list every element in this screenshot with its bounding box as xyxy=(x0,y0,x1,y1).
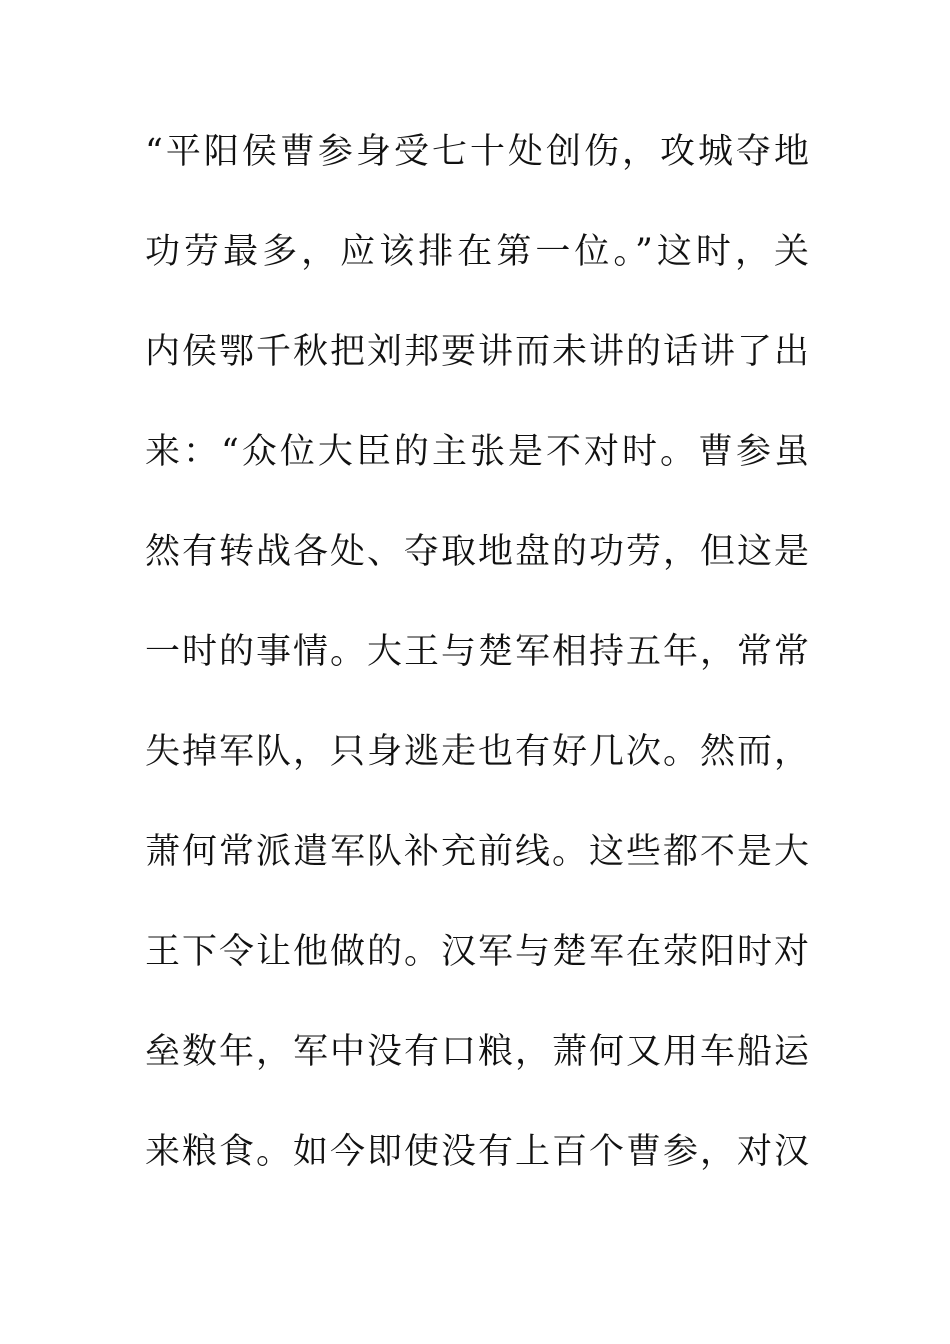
body-text xyxy=(145,126,809,1226)
text-line: 萧何常派遣军队补充前线。这些都不是大 xyxy=(145,832,809,872)
text-line: 功劳最多，应该排在第一位。”这时，关 xyxy=(145,232,809,272)
text-line: 王下令让他做的。汉军与楚军在荥阳时对 xyxy=(145,932,809,972)
text-line: 来粮食。如今即使没有上百个曹参，对汉 xyxy=(145,1132,809,1172)
text-line: 一时的事情。大王与楚军相持五年，常常 xyxy=(145,632,809,672)
text-line: 来：“众位大臣的主张是不对时。曹参虽 xyxy=(145,432,809,472)
text-line: 垒数年，军中没有口粮，萧何又用车船运 xyxy=(145,1032,809,1072)
text-line: 内侯鄂千秋把刘邦要讲而未讲的话讲了出 xyxy=(145,332,809,372)
text-line: “平阳侯曹参身受七十处创伤，攻城夺地 xyxy=(145,132,809,172)
text-line: 然有转战各处、夺取地盘的功劳，但这是 xyxy=(145,532,809,572)
text-line: 失掉军队，只身逃走也有好几次。然而， xyxy=(145,732,809,772)
